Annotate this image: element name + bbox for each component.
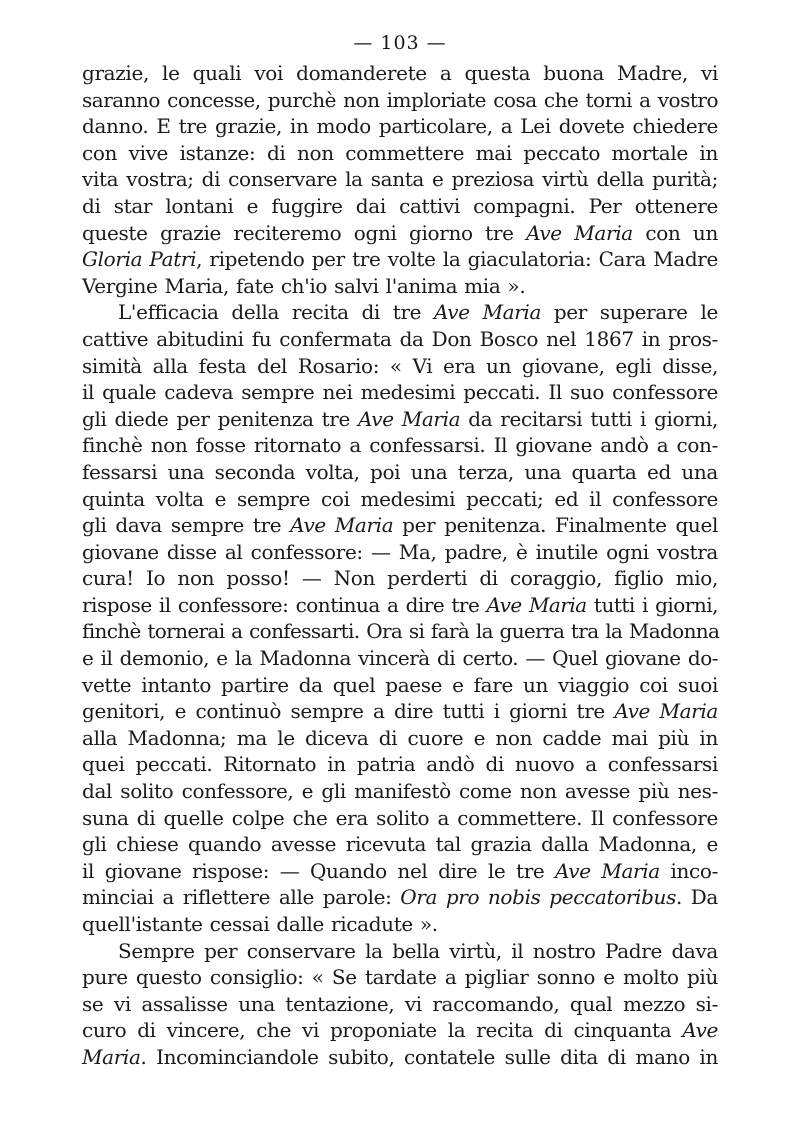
text-run: per superare le [541, 300, 719, 325]
text-line [82, 220, 718, 247]
italic-text: Ave Maria [486, 592, 587, 617]
text-run: con un [632, 220, 718, 245]
text-run: danno. E tre grazie, in modo particolare, a Lei dovete chiedere [82, 114, 718, 139]
text-run: queste grazie reciteremo ogni giorno tre [82, 220, 527, 245]
text-line [82, 725, 718, 752]
text-run: genitori, e continuò sempre a dire tutti i giorni tre [82, 699, 615, 724]
text-run: L'efficacia della recita di tre [118, 300, 434, 325]
text-run: dal solito confessore, e gli manifestò come non avesse più nes- [82, 779, 718, 804]
text-line [82, 1017, 718, 1044]
text-line [82, 884, 718, 911]
text-run: con vive istanze: di non commettere mai peccato mortale in [82, 140, 718, 165]
book-page [82, 30, 718, 1071]
text-line [82, 459, 718, 486]
text-run: tutti i giorni, [586, 592, 718, 617]
italic-text: Ave Maria [433, 300, 542, 325]
text-line [82, 858, 718, 885]
text-run: simità alla festa del Rosario: « Vi era un giovane, egli disse, [82, 353, 718, 378]
text-line [82, 805, 718, 832]
text-line [82, 113, 718, 140]
body-text [82, 60, 718, 1071]
text-line [82, 87, 718, 114]
text-run: Sempre per conservare la bella virtù, il nostro Padre dava [118, 938, 718, 963]
text-line [82, 273, 718, 300]
text-run: gli chiese quando avesse ricevuta tal grazia dalla Madonna, e [82, 832, 718, 857]
text-line [82, 778, 718, 805]
text-run: e il demonio, e la Madonna vincerà di certo. — Quel giovane do- [82, 646, 718, 671]
text-run: da recitarsi tutti i giorni, [460, 406, 718, 431]
text-line [82, 938, 718, 965]
text-line [82, 991, 718, 1018]
text-line [82, 326, 718, 353]
page-number: — 103 — [353, 32, 447, 54]
text-line [82, 379, 718, 406]
text-run: gli diede per penitenza tre [82, 406, 358, 431]
text-line [82, 406, 718, 433]
text-line [82, 193, 718, 220]
text-run: rispose il confessore: continua a dire tre [82, 592, 487, 617]
text-run: finchè non fosse ritornato a confessarsi. Il giovane andò a con- [82, 433, 718, 458]
text-run: pure questo consiglio: « Se tardate a pigliar sonno e molto più [82, 965, 718, 990]
italic-text: Ave Maria [526, 220, 633, 245]
text-run: alla Madonna; ma le diceva di cuore e non cadde mai più in [82, 725, 718, 750]
text-line [82, 166, 718, 193]
italic-text: Ave Maria [290, 513, 394, 538]
text-line [82, 486, 718, 513]
text-run: minciai a riflettere alle parole: [82, 885, 401, 910]
italic-text: Ave Maria [614, 699, 718, 724]
text-line [82, 140, 718, 167]
text-run: quinta volta e sempre coi medesimi peccati; ed il confessore [82, 486, 718, 511]
text-line [82, 698, 718, 725]
text-run: . Da [676, 885, 718, 910]
text-run: fessarsi una seconda volta, poi una terza, una quarta ed una [82, 459, 718, 484]
text-run: il giovane rispose: — Quando nel dire le tre [82, 858, 555, 883]
text-run: gli dava sempre tre [82, 513, 291, 538]
text-line [82, 246, 718, 273]
text-run: quell'istante cessai dalle ricadute ». [82, 912, 438, 936]
text-line [82, 911, 718, 938]
text-run: il quale cadeva sempre nei medesimi peccati. Il suo confessore [82, 380, 718, 405]
text-run: vette intanto partire da quel paese e fare un viaggio coi suoi [82, 672, 718, 697]
italic-text: Gloria Patri [82, 247, 197, 272]
text-line [82, 353, 718, 380]
text-line [82, 299, 718, 326]
text-run: Vergine Maria, fate ch'io salvi l'anima mia ». [82, 273, 526, 298]
italic-text: Ora pro nobis peccatoribus [400, 885, 677, 910]
text-line [82, 60, 718, 87]
text-line [82, 432, 718, 459]
text-line [82, 592, 718, 619]
text-line [82, 565, 718, 592]
text-run: cattive abitudini fu confermata da Don Bosco nel 1867 in pros- [82, 326, 718, 351]
text-line [82, 672, 718, 699]
text-line [82, 751, 718, 778]
text-run: suna di quelle colpe che era solito a commettere. Il confessore [82, 805, 718, 830]
text-run: grazie, le quali voi domanderete a questa buona Madre, vi [82, 61, 718, 85]
text-run: saranno concesse, purchè non imploriate cosa che torni a vostro [82, 87, 718, 112]
text-run: giovane disse al confessore: — Ma, padre, è inutile ogni vostra [82, 539, 718, 564]
text-run: se vi assalisse una tentazione, vi raccomando, qual mezzo si- [82, 991, 718, 1016]
text-run: cura! Io non posso! — Non perderti di coraggio, figlio mio, [82, 566, 718, 591]
text-run: . Incominciandole subito, contatele sulle dita di mano in [140, 1044, 718, 1069]
text-run: finchè tornerai a confessarti. Ora si farà la guerra tra la Madonna [82, 619, 720, 644]
text-run: vita vostra; di conservare la santa e preziosa virtù della purità; [82, 167, 718, 192]
text-line [82, 539, 718, 566]
italic-text: Maria [82, 1044, 141, 1069]
text-run: quei peccati. Ritornato in patria andò di nuovo a confessarsi [82, 752, 718, 777]
text-line [82, 618, 718, 645]
italic-text: Ave Maria [358, 406, 461, 431]
text-line [82, 1044, 718, 1071]
text-run: inco- [659, 858, 718, 883]
italic-text: Ave Maria [555, 858, 660, 883]
text-line [82, 645, 718, 672]
text-run: curo di vincere, che vi proponiate la recita di cinquanta [82, 1018, 683, 1043]
text-line [82, 964, 718, 991]
italic-text: Ave [682, 1018, 718, 1043]
text-run: per penitenza. Finalmente quel [393, 513, 718, 538]
text-run: , ripetendo per tre volte la giaculatoria: Cara Madre [196, 247, 718, 272]
text-line [82, 831, 718, 858]
text-run: di star lontani e fuggire dai cattivi compagni. Per ottenere [82, 193, 718, 218]
text-line [82, 512, 718, 539]
